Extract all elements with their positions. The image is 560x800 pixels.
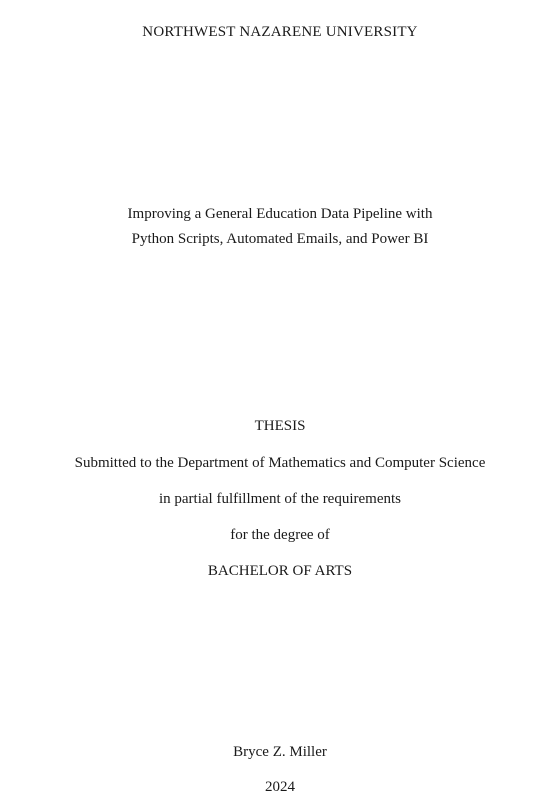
submitted-to-department: Submitted to the Department of Mathematics and Computer Science: [74, 455, 486, 471]
fulfillment-statement: in partial fulfillment of the requirements: [158, 491, 401, 507]
thesis-title-line-2: Python Scripts, Automated Emails, and Power BI: [131, 231, 429, 247]
thesis-title-line-1: Improving a General Education Data Pipeline with: [127, 206, 433, 222]
institution-name: NORTHWEST NAZARENE UNIVERSITY: [142, 24, 418, 40]
author-name: Bryce Z. Miller: [233, 744, 327, 760]
degree-prefix: for the degree of: [230, 527, 330, 543]
submission-year: 2024: [265, 779, 295, 795]
degree-name: BACHELOR OF ARTS: [207, 563, 353, 579]
document-type: THESIS: [254, 418, 306, 434]
